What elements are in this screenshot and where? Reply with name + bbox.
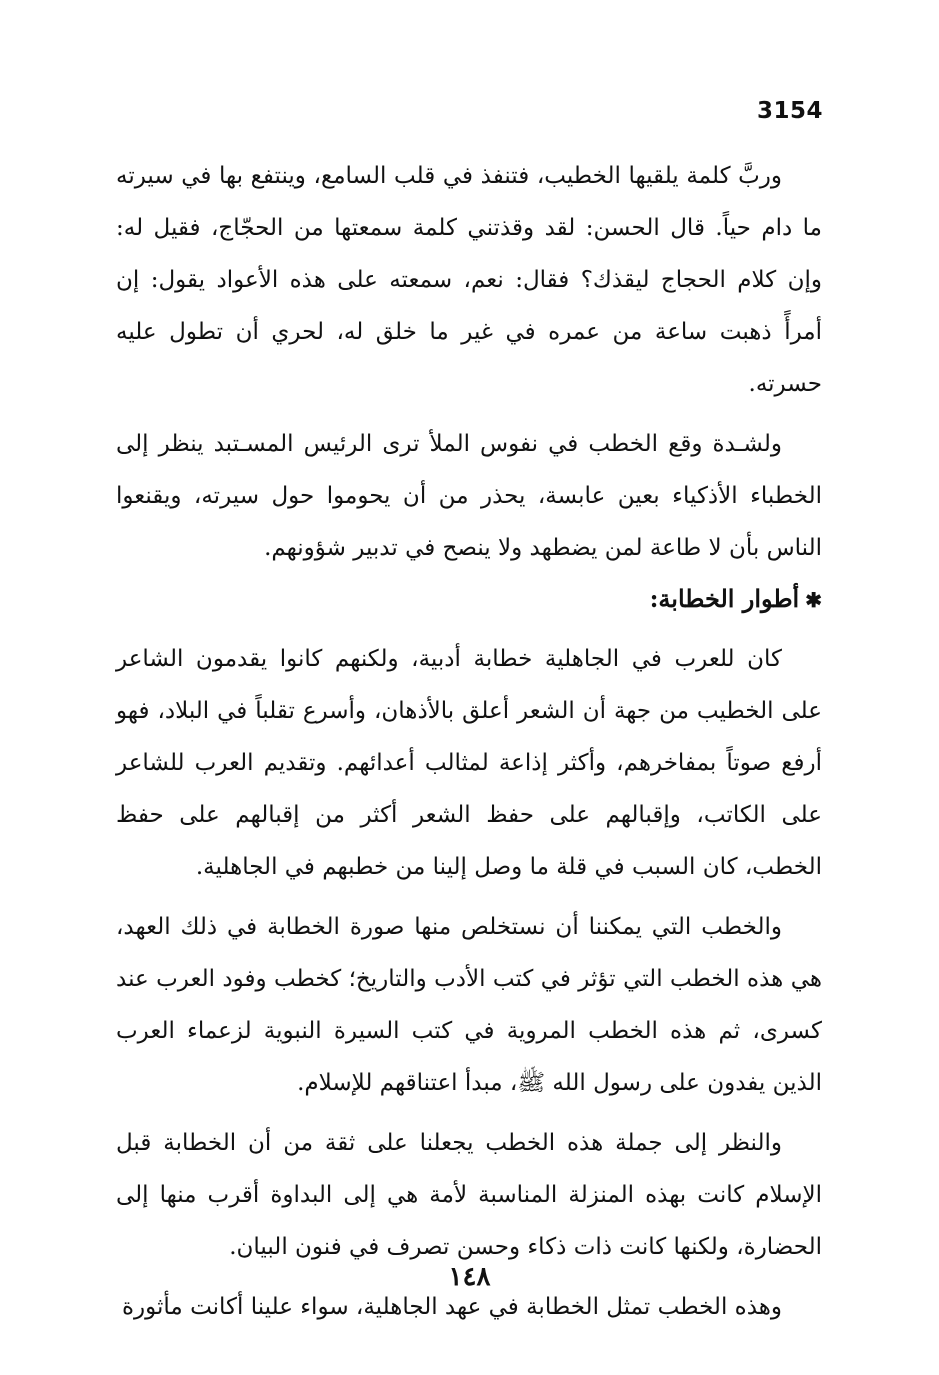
paragraph-2: ولشـدة وقع الخطب في نفوس الملأ ترى الرئيس المسـتبد ينظر إلى الخطباء الأذكياء بعين عابسة، يحذر من أن يحوموا حول سيرته، ويقنعوا الناس بأن لا طاعة لمن يضطهد ولا ينصح في تدبير شؤونهم. (116, 431, 822, 561)
paragraph-1: وربَّ كلمة يلقيها الخطيب، فتنفذ في قلب السامع، وينتفع بها في سيرته ما دام حياً. قال الحسن: لقد وقذتني كلمة سمعتها من الحجّاج، فقيل له: وإن كلام الحجاج ليقذك؟ فقال: نعم، سمعته على هذه الأعواد يقول: إن أمرأً ذهبت ساعة من عمره في غير ما خلق له، لحري أن تطول عليه حسرته. (116, 163, 822, 397)
section-heading (116, 576, 822, 623)
scan-number: 3154 (756, 98, 823, 124)
paragraph-4: والخطب التي يمكننا أن نستخلص منها صورة الخطابة في ذلك العهد، هي هذه الخطب التي تؤثر في كتب الأدب والتاريخ؛ كخطب وفود العرب عند كسرى، ثم هذه الخطب المروية في كتب السيرة النبوية لزعماء العرب الذين يفدون على رسول الله ﷺ، مبدأ اعتناقهم للإسلام. (116, 914, 822, 1096)
page-number: ١٤٨ (448, 1262, 491, 1292)
section-heading-text: أطوار الخطابة: (649, 584, 800, 613)
paragraph-6: وهذه الخطب تمثل الخطابة في عهد الجاهلية، سواء علينا أكانت مأثورة (121, 1294, 782, 1320)
body-text (116, 150, 822, 1333)
paragraph-3: كان للعرب في الجاهلية خطابة أدبية، ولكنهم كانوا يقدمون الشاعر على الخطيب من جهة أن الشعر أعلق بالأذهان، وأسرع تقلباً في البلاد، فهو أرفع صوتاً بمفاخرهم، وأكثر إذاعة لمثالب أعدائهم. وتقديم العرب للشاعر على الكاتب، وإقبالهم على حفظ الشعر أكثر من إقبالهم على حفظ الخطب، كان السبب في قلة ما وصل إلينا من خطبهم في الجاهلية. (116, 646, 822, 880)
paragraph-5: والنظر إلى جملة هذه الخطب يجعلنا على ثقة من أن الخطابة قبل الإسلام كانت بهذه المنزلة المناسبة لأمة هي إلى البداوة أقرب منها إلى الحضارة، ولكنها كانت ذات ذكاء وحسن تصرف في فنون البيان. (116, 1130, 822, 1260)
asterisk-icon: ✱ (805, 588, 822, 612)
